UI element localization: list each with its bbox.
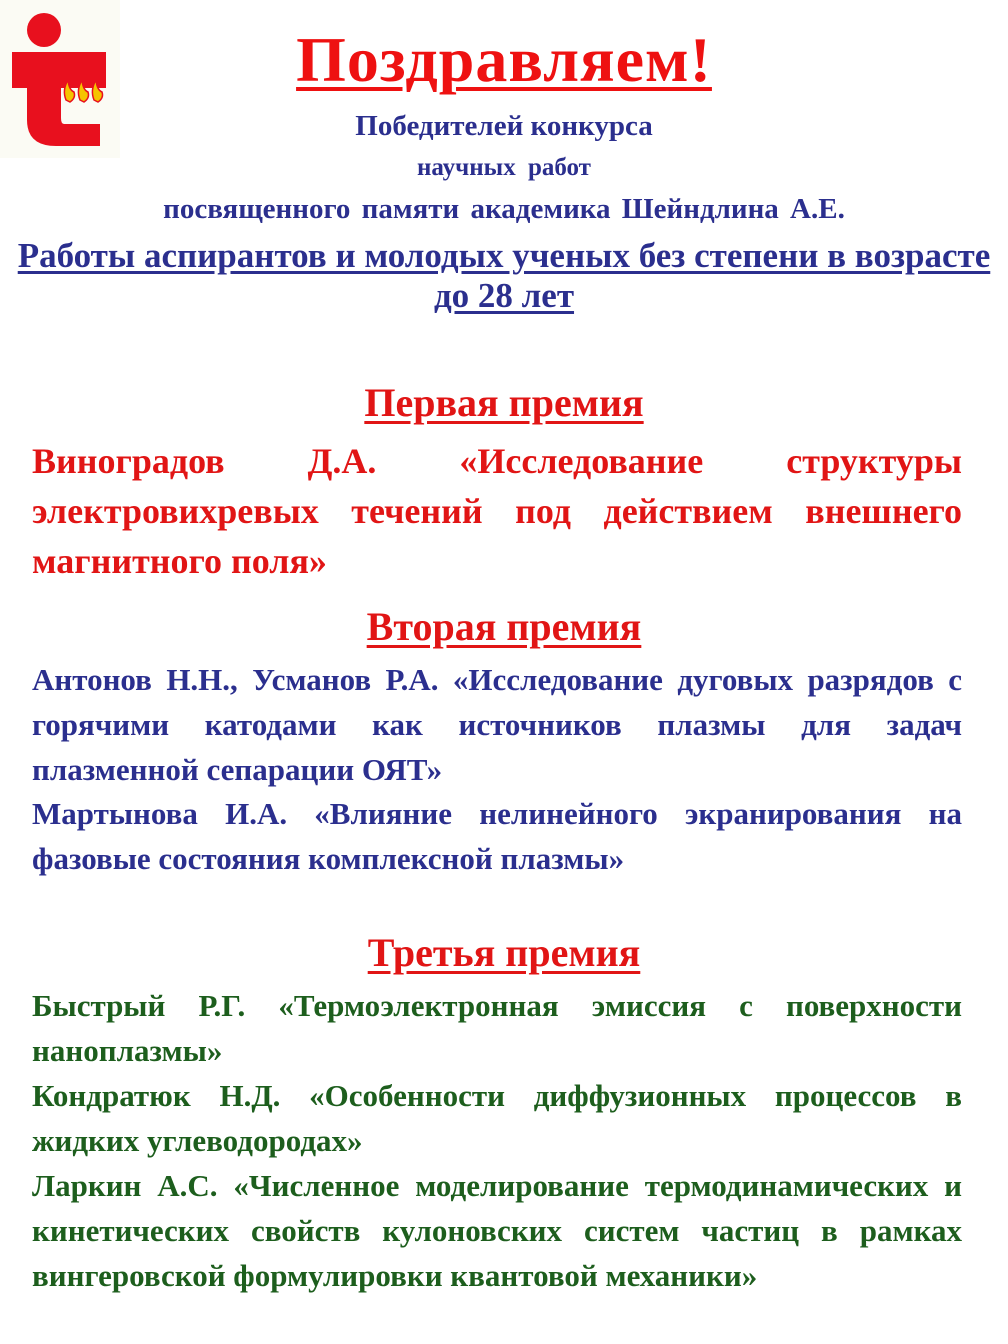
third-prize-entry-3: Ларкин А.С. «Численное моделирование термодинамических и кинетических свойств кулоновских систем частиц в рамках вингеровской формулировки квантовой механики»	[32, 1168, 962, 1293]
second-prize-heading: Вторая премия	[366, 604, 642, 649]
second-prize-entry-1: Антонов Н.Н., Усманов Р.А. «Исследование дуговых разрядов с горячими катодами как источников плазмы для задач плазменной сепарации ОЯТ»	[32, 662, 962, 787]
first-prize-heading: Первая премия	[364, 380, 644, 425]
first-prize-entry: Виноградов Д.А. «Исследование структуры электровихревых течений под действием внешнего магнитного поля»	[32, 441, 962, 581]
third-prize-entry-2: Кондратюк Н.Д. «Особенности диффузионных процессов в жидких углеводородах»	[32, 1078, 962, 1158]
page-title: Поздравляем!	[296, 24, 712, 95]
third-prize-entry-1: Быстрый Р.Г. «Термоэлектронная эмиссия с поверхности наноплазмы»	[32, 988, 962, 1068]
category-title: Работы аспирантов и молодых ученых без степени в возрасте до 28 лет	[17, 236, 991, 315]
subtitle-works: научных работ	[417, 154, 591, 181]
second-prize-entry-2: Мартынова И.А. «Влияние нелинейного экранирования на фазовые состояния комплексной плазмы»	[32, 796, 962, 876]
subtitle-dedication: посвященного памяти академика Шейндлина А.Е.	[163, 193, 845, 225]
subtitle-winners: Победителей конкурса	[355, 110, 653, 142]
third-prize-heading: Третья премия	[367, 930, 641, 975]
